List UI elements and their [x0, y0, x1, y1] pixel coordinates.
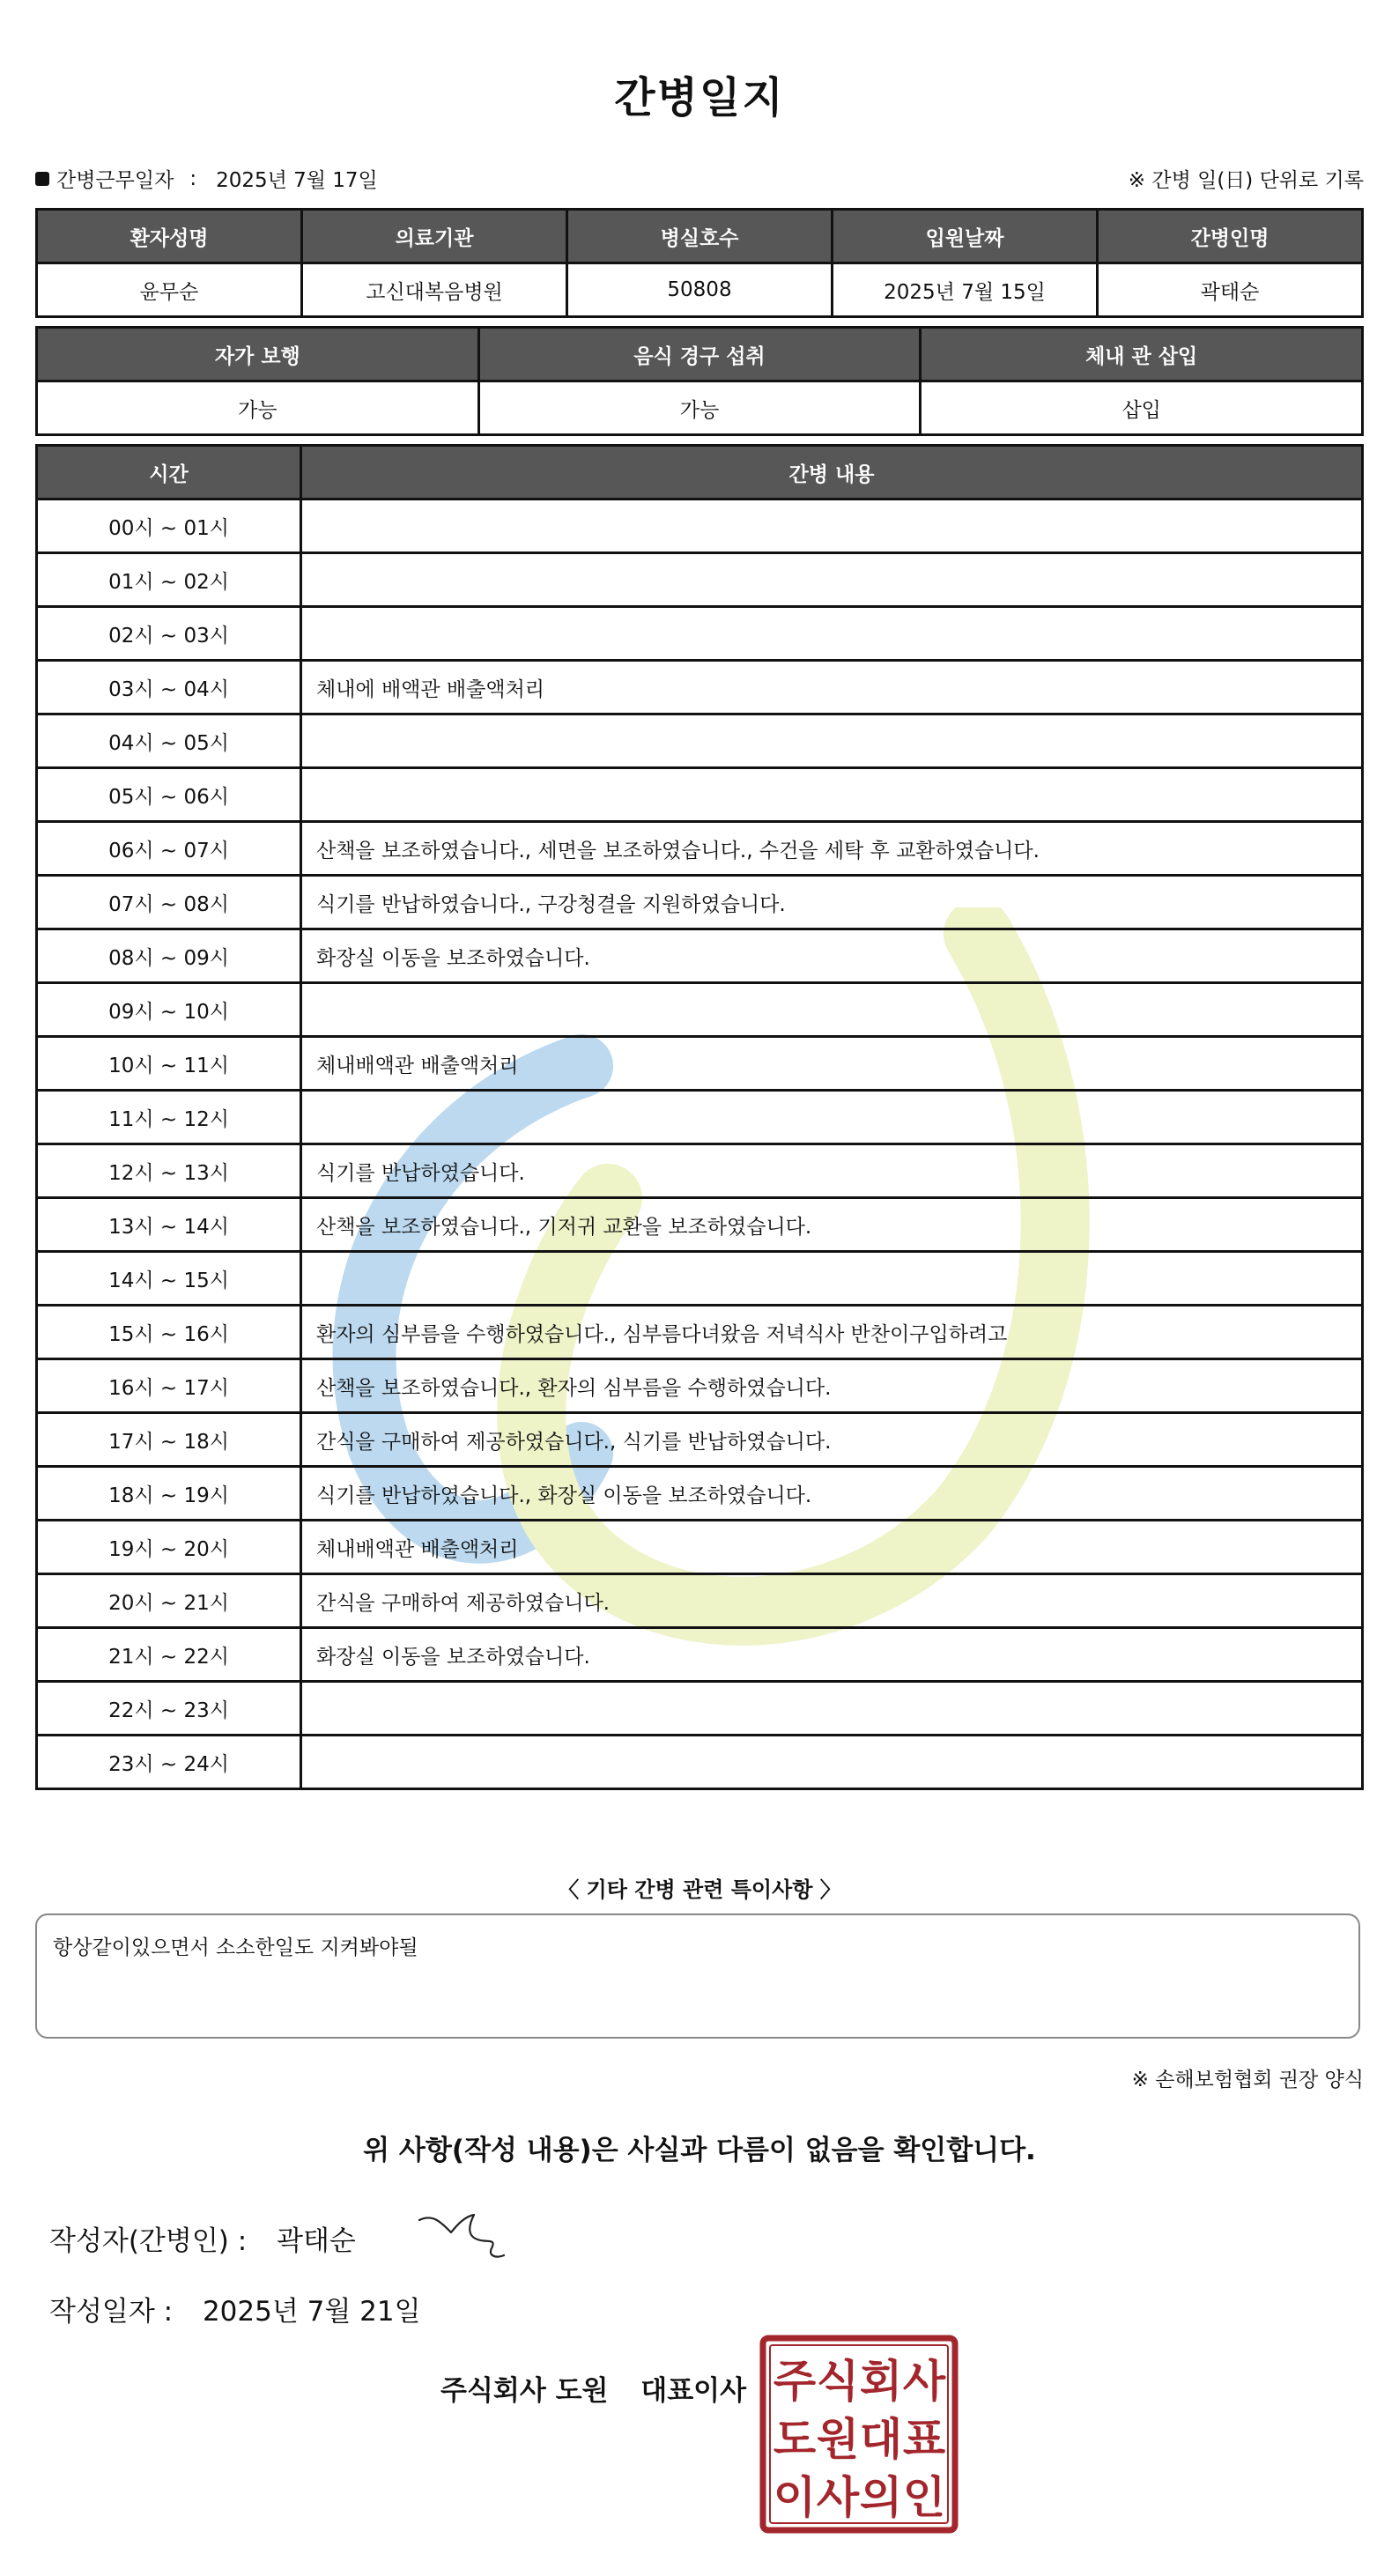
care-log-row [37, 1521, 1363, 1574]
patient-info-table [35, 208, 1364, 318]
care-log-row [37, 1574, 1363, 1628]
care-log-body [37, 500, 1363, 1789]
care-log-time: 07시 ~ 08시 [37, 876, 301, 929]
care-log-content: 산책을 보조하였습니다., 기저귀 교환을 보조하였습니다. [301, 1198, 1363, 1252]
care-log-content: 간식을 구매하여 제공하였습니다., 식기를 반납하였습니다. [301, 1413, 1363, 1467]
patient-status-table [35, 326, 1364, 436]
care-log-time: 02시 ~ 03시 [37, 607, 301, 661]
header-hospital: 의료기관 [302, 210, 567, 263]
write-date-value: 2025년 7월 21일 [202, 2296, 421, 2328]
document-title: 간병일지 [614, 73, 785, 122]
care-log-time: 11시 ~ 12시 [37, 1091, 301, 1144]
care-log-row [37, 929, 1363, 983]
care-log-time: 23시 ~ 24시 [37, 1736, 301, 1789]
care-log-content: 체내배액관 배출액처리 [301, 1521, 1363, 1574]
writer-line [49, 2218, 356, 2258]
admission-date: 2025년 7월 15일 [833, 263, 1098, 317]
care-log-content [301, 983, 1363, 1037]
patient-info-value-row [37, 263, 1363, 317]
special-notes-title: 〈 기타 간병 관련 특이사항 〉 [558, 1877, 841, 1902]
special-notes-box [35, 1913, 1360, 2039]
care-log-content: 산책을 보조하였습니다., 세면을 보조하였습니다., 수건을 세탁 후 교환하였습니다. [301, 822, 1363, 876]
care-log-content: 화장실 이동을 보조하였습니다. [301, 929, 1363, 983]
care-log-content: 식기를 반납하였습니다., 구강청결을 지원하였습니다. [301, 876, 1363, 929]
company-name: 주식회사 도원 [440, 2375, 609, 2407]
header-room-number: 병실호수 [567, 210, 833, 263]
care-log-content: 환자의 심부름을 수행하였습니다., 심부름다녀왔음 저녁식사 반찬이구입하려고 [301, 1306, 1363, 1359]
unit-note: ※ 간병 일(日) 단위로 기록 [1128, 169, 1364, 192]
care-log-time: 10시 ~ 11시 [37, 1037, 301, 1091]
stamp-character: 주 [773, 2356, 817, 2407]
care-log-time: 12시 ~ 13시 [37, 1144, 301, 1198]
care-log-content: 체내배액관 배출액처리 [301, 1037, 1363, 1091]
stamp-character: 회 [859, 2356, 903, 2407]
hospital-name: 고신대복음병원 [302, 263, 567, 317]
header-admission-date: 입원날짜 [833, 210, 1098, 263]
header-caregiver-name: 간병인명 [1098, 210, 1363, 263]
stamp-character: 의 [859, 2472, 903, 2523]
oral-intake-status: 가능 [478, 381, 921, 435]
care-log-time: 17시 ~ 18시 [37, 1413, 301, 1467]
representative-title: 대표이사 [640, 2375, 747, 2407]
company-seal-stamp [759, 2335, 959, 2534]
header-oral-intake: 음식 경구 섭취 [478, 328, 921, 381]
write-date-line [49, 2289, 421, 2328]
care-log-row [37, 500, 1363, 553]
room-number: 50808 [567, 263, 833, 317]
care-log-content [301, 553, 1363, 607]
care-log-row [37, 1252, 1363, 1306]
stamp-character: 식 [816, 2356, 860, 2407]
care-log-row [37, 661, 1363, 714]
care-log-row [37, 1682, 1363, 1736]
care-log-time: 04시 ~ 05시 [37, 714, 301, 768]
stamp-character: 표 [902, 2414, 946, 2465]
care-log-time: 19시 ~ 20시 [37, 1521, 301, 1574]
care-log-content: 체내에 배액관 배출액처리 [301, 661, 1363, 714]
writer-name: 곽태순 [277, 2225, 356, 2257]
header-tube-insertion: 체내 관 삽입 [921, 328, 1363, 381]
work-date-separator: : [189, 167, 197, 190]
stamp-character: 대 [859, 2414, 903, 2465]
stamp-character: 사 [902, 2356, 946, 2407]
special-notes-text: 항상같이있으면서 소소한일도 지켜봐야될 [53, 1936, 418, 1959]
care-log-row [37, 876, 1363, 929]
care-log-time: 03시 ~ 04시 [37, 661, 301, 714]
tube-insertion-status: 삽입 [921, 381, 1363, 435]
care-log-time: 09시 ~ 10시 [37, 983, 301, 1037]
work-date-label: 간병근무일자 [56, 169, 174, 192]
patient-info-header-row [37, 210, 1363, 263]
care-log-time: 00시 ~ 01시 [37, 500, 301, 553]
stamp-character: 도 [773, 2414, 817, 2465]
care-log-content [301, 714, 1363, 768]
care-log-row [37, 1628, 1363, 1682]
care-log-row [37, 607, 1363, 661]
caregiver-name: 곽태순 [1098, 263, 1363, 317]
care-log-row [37, 1144, 1363, 1198]
care-log-content [301, 500, 1363, 553]
patient-status-value-row [37, 381, 1363, 435]
work-date-row [35, 164, 1364, 192]
care-log-time: 21시 ~ 22시 [37, 1628, 301, 1682]
care-log-row [37, 1467, 1363, 1521]
care-log-row [37, 553, 1363, 607]
care-log-row [37, 714, 1363, 768]
care-log-header-row [37, 446, 1363, 500]
care-log-time: 05시 ~ 06시 [37, 768, 301, 822]
care-log-row [37, 1413, 1363, 1467]
confirmation-statement: 위 사항(작성 내용)은 사실과 다름이 없음을 확인합니다. [363, 2135, 1036, 2166]
header-patient-name: 환자성명 [37, 210, 302, 263]
square-bullet-icon [35, 172, 49, 186]
care-log-time: 06시 ~ 07시 [37, 822, 301, 876]
care-log-time: 20시 ~ 21시 [37, 1574, 301, 1628]
care-log-time: 08시 ~ 09시 [37, 929, 301, 983]
care-log-row [37, 1037, 1363, 1091]
care-log-time: 13시 ~ 14시 [37, 1198, 301, 1252]
care-log-row [37, 1198, 1363, 1252]
care-log-row [37, 1736, 1363, 1789]
care-log-time: 14시 ~ 15시 [37, 1252, 301, 1306]
care-log-content [301, 1252, 1363, 1306]
care-log-time: 22시 ~ 23시 [37, 1682, 301, 1736]
care-log-content [301, 1736, 1363, 1789]
care-log-content: 산책을 보조하였습니다., 환자의 심부름을 수행하였습니다. [301, 1359, 1363, 1413]
header-time: 시간 [37, 446, 301, 500]
care-log-row [37, 1091, 1363, 1144]
care-log-row [37, 983, 1363, 1037]
care-log-content [301, 607, 1363, 661]
care-log-row [37, 1306, 1363, 1359]
stamp-character: 이 [773, 2472, 817, 2523]
patient-name: 윤무순 [37, 263, 302, 317]
stamp-character: 사 [816, 2472, 860, 2523]
self-walking-status: 가능 [37, 381, 479, 435]
hourly-care-log-table [35, 444, 1364, 1790]
care-log-time: 15시 ~ 16시 [37, 1306, 301, 1359]
stamp-character: 인 [902, 2472, 946, 2523]
association-note: ※ 손해보험협회 권장 양식 [1131, 2069, 1364, 2091]
care-log-time: 18시 ~ 19시 [37, 1467, 301, 1521]
care-log-content [301, 768, 1363, 822]
care-log-row [37, 768, 1363, 822]
write-date-label: 작성일자 : [49, 2296, 174, 2328]
care-log-content: 식기를 반납하였습니다., 화장실 이동을 보조하였습니다. [301, 1467, 1363, 1521]
header-self-walking: 자가 보행 [37, 328, 479, 381]
care-log-row [37, 1359, 1363, 1413]
care-log-time: 01시 ~ 02시 [37, 553, 301, 607]
handwritten-signature [416, 2204, 513, 2261]
care-log-content [301, 1091, 1363, 1144]
work-date-block [35, 164, 378, 193]
stamp-character: 원 [816, 2414, 860, 2465]
writer-label: 작성자(간병인) : [49, 2225, 248, 2257]
company-line [440, 2368, 746, 2408]
care-log-row [37, 822, 1363, 876]
patient-status-header-row [37, 328, 1363, 381]
header-care-content: 간병 내용 [301, 446, 1363, 500]
care-log-content: 화장실 이동을 보조하였습니다. [301, 1628, 1363, 1682]
care-log-content [301, 1682, 1363, 1736]
work-date-value: 2025년 7월 17일 [216, 169, 378, 192]
care-log-content: 식기를 반납하였습니다. [301, 1144, 1363, 1198]
care-log-content: 간식을 구매하여 제공하였습니다. [301, 1574, 1363, 1628]
care-log-time: 16시 ~ 17시 [37, 1359, 301, 1413]
